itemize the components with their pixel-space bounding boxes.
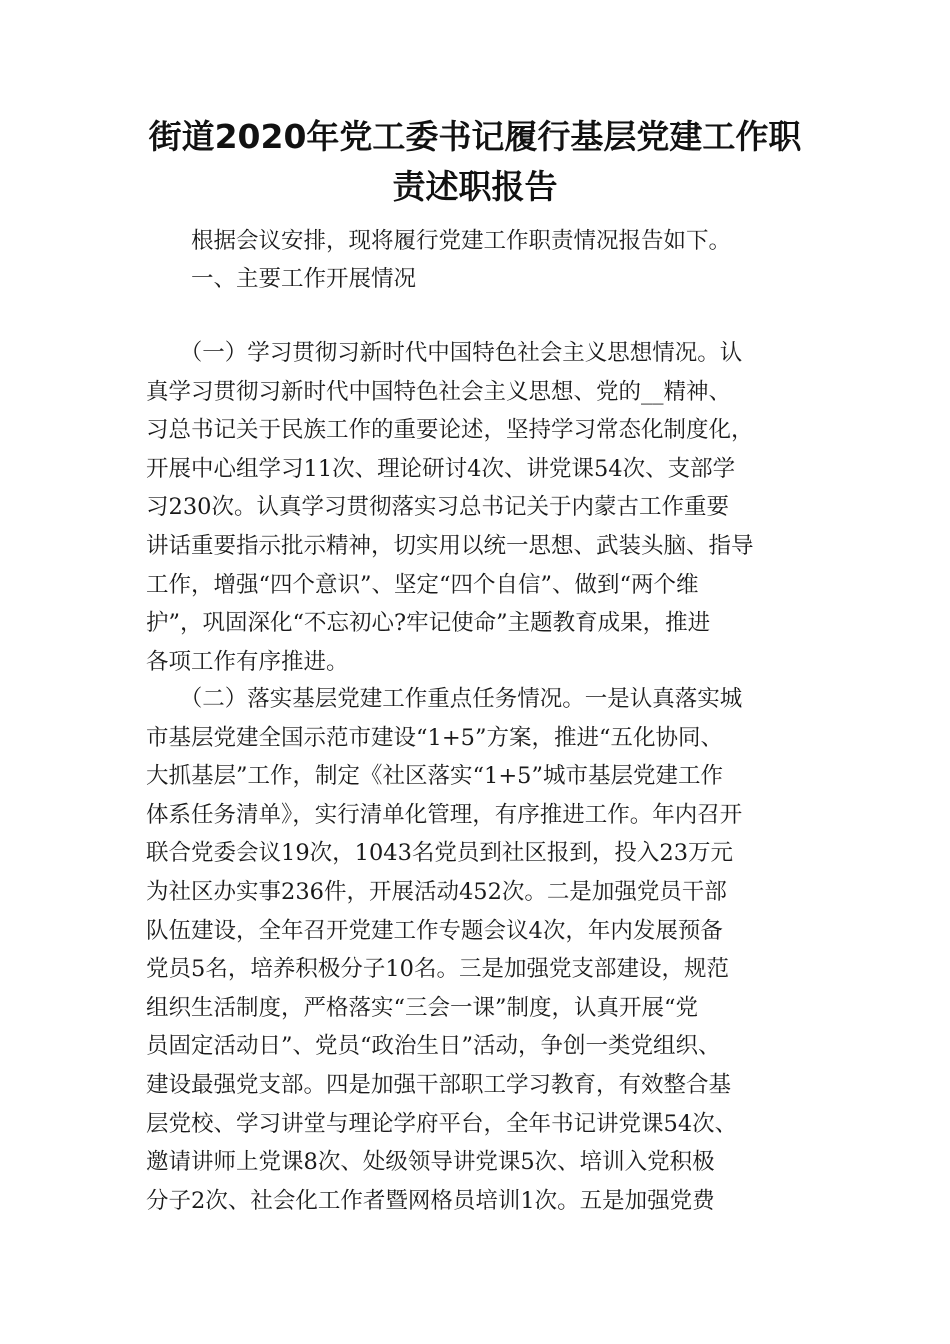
text-line: 习总书记关于民族工作的重要论述，坚持学习常态化制度化， <box>146 417 754 444</box>
intro-section <box>146 222 822 298</box>
text-line: 层党校、学习讲堂与理论学府平台，全年书记讲党课54次、 <box>146 1110 738 1137</box>
text-line: 各项工作有序推进。 <box>146 648 349 675</box>
text-line: 员固定活动日”、党员“政治生日”活动，争创一类党组织、 <box>146 1033 721 1060</box>
text-line: 护”，巩固深化“不忘初心?牢记使命”主题教育成果，推进 <box>146 610 711 637</box>
text-line: 分子2次、社会化工作者暨网格员培训1次。五是加强党费 <box>146 1187 715 1214</box>
text-line: 党员5名，培养积极分子10名。三是加强党支部建设，规范 <box>146 956 729 983</box>
text-line: 讲话重要指示批示精神，切实用以统一思想、武装头脑、指导 <box>146 532 754 559</box>
text-line: 工作，增强“四个意识”、坚定“四个自信”、做到“两个维 <box>146 571 699 598</box>
text-line: 真学习贯彻习新时代中国特色社会主义思想、党的__精神、 <box>146 378 732 405</box>
text-line: 体系任务清单》，实行清单化管理，有序推进工作。年内召开 <box>146 801 743 828</box>
text-line: 邀请讲师上党课8次、处级领导讲党课5次、培训入党积极 <box>146 1149 715 1176</box>
text-line: 建设最强党支部。四是加强干部职工学习教育，有效整合基 <box>146 1071 732 1098</box>
text-line: 组织生活制度，严格落实“三会一课”制度，认真开展“党 <box>146 994 699 1021</box>
text-line: 联合党委会议19次，1043名党员到社区报到，投入23万元 <box>146 840 734 867</box>
text-line: 队伍建设，全年召开党建工作专题会议4次，年内发展预备 <box>146 917 723 944</box>
title-line: 责述职报告 <box>392 167 558 206</box>
text-line: 市基层党建全国示范市建设“1+5”方案，推进“五化协同、 <box>146 724 723 751</box>
text-line: 大抓基层”工作，制定《社区落实“1+5”城市基层党建工作 <box>146 763 723 790</box>
text-line: 习230次。认真学习贯彻落实习总书记关于内蒙古工作重要 <box>146 494 729 521</box>
paragraph-tasks <box>146 680 822 1220</box>
intro-line: 根据会议安排，现将履行党建工作职责情况报告如下。 <box>146 228 732 254</box>
text-line: （一）学习贯彻习新时代中国特色社会主义思想情况。认 <box>146 340 743 366</box>
document-title <box>130 112 820 212</box>
text-line: 为社区办实事236件，开展活动452次。二是加强党员干部 <box>146 878 727 905</box>
text-line: （二）落实基层党建工作重点任务情况。一是认真落实城 <box>146 686 743 712</box>
title-line: 街道2020年党工委书记履行基层党建工作职 <box>148 117 802 156</box>
paragraph-study <box>146 334 822 681</box>
section-heading: 一、主要工作开展情况 <box>146 266 417 292</box>
text-line: 开展中心组学习11次、理论研讨4次、讲党课54次、支部学 <box>146 455 736 482</box>
